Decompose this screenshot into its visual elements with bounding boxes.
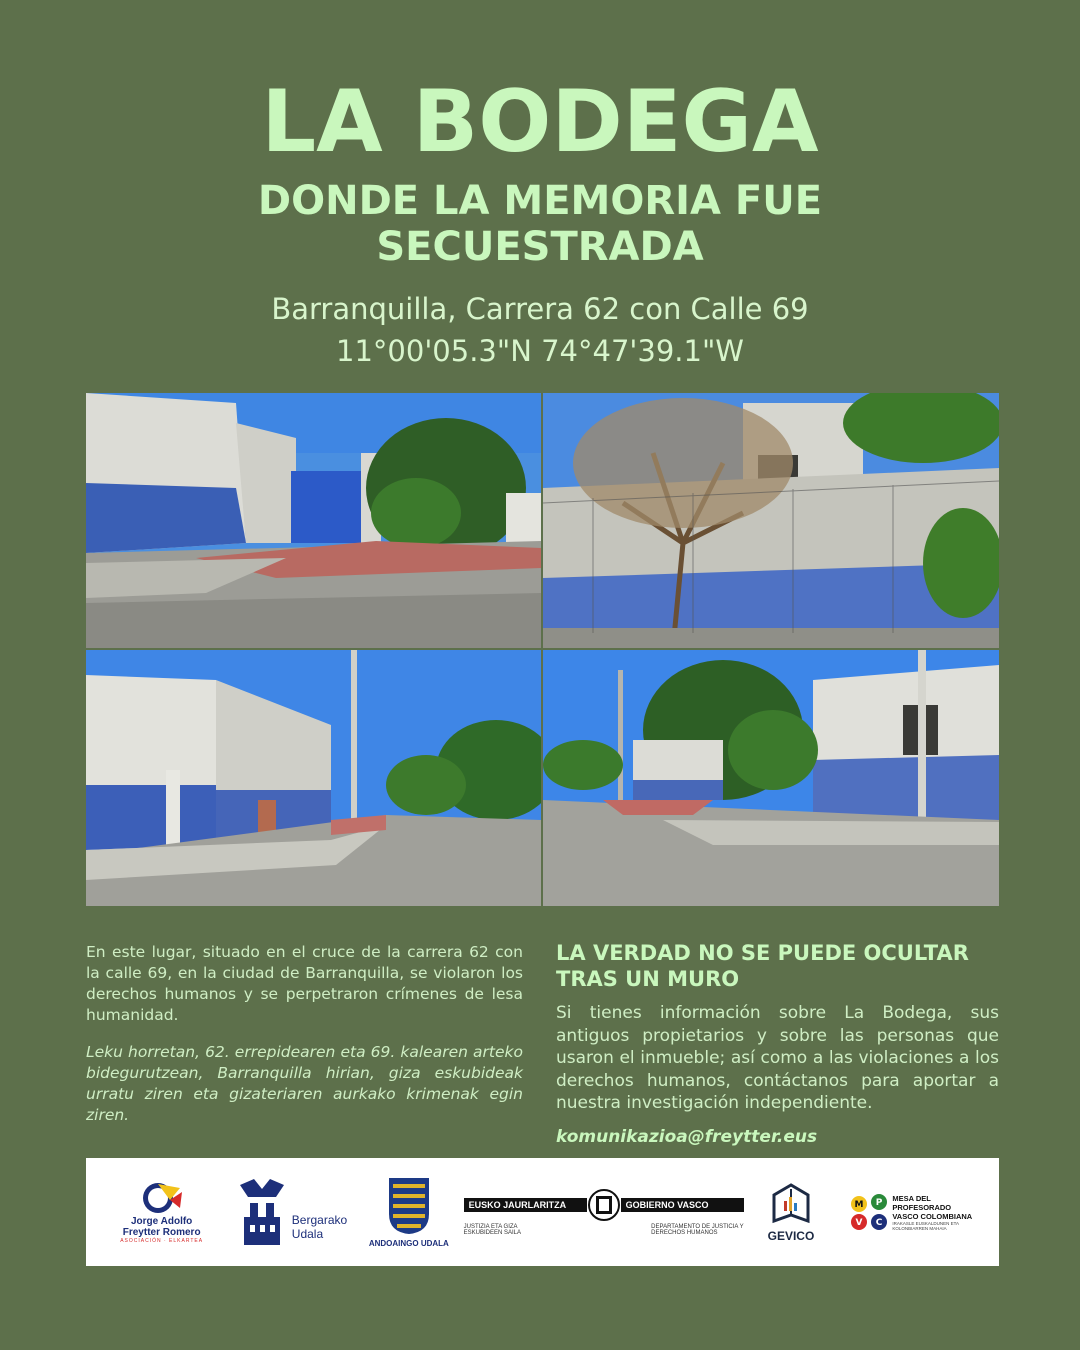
photo-grid [86, 393, 999, 906]
coordinates-text: 11°00'05.3"N 74°47'39.1"W [336, 334, 744, 368]
freytter-name-3: ASOCIACIÓN · ELKARTEA [120, 1238, 204, 1244]
eusko-sub-left-1: JUSTIZIA ETA GIZA [463, 1224, 518, 1230]
eusko-sub-right-2: DERECHOS HUMANOS [651, 1230, 718, 1236]
gevico-logo [751, 1181, 831, 1243]
photo-corner-poles [86, 650, 541, 906]
call-to-action-block [556, 940, 999, 1147]
mesa-name-3: VASCO COLOMBIANA [892, 1211, 973, 1221]
gevico-book-icon [764, 1181, 818, 1229]
mesa-letter-c: C [876, 1218, 883, 1228]
eusko-right-label: GOBIERNO VASCO [621, 1198, 744, 1212]
description-basque: Leku horretan, 62. errepidearen eta 69. kalearen arteko bidegurutzean, Barranquilla hirian, giza eskubideak urratu ziren eta gizateriaren aurkako krimenak egin ziren. [86, 1043, 523, 1124]
mesa-name-1: MESA DEL [892, 1193, 931, 1203]
eusko-sub-left-2: ESKUBIDEEN SAILA [463, 1230, 521, 1236]
cta-heading-line-2: TRAS UN MURO [556, 967, 740, 991]
andoain-shield-icon [387, 1176, 431, 1236]
eusko-sub-right-1: DEPARTAMENTO DE JUSTICIA Y [651, 1224, 744, 1230]
andoain-name: ANDOAINGO UDALA [368, 1239, 449, 1248]
mpvc-circles-icon [849, 1192, 889, 1232]
freytter-logo [102, 1180, 222, 1244]
location-block [0, 288, 1080, 372]
bergara-logo [229, 1177, 354, 1247]
bergara-emblem-icon [236, 1177, 288, 1247]
freytter-name-1: Jorge Adolfo [131, 1216, 193, 1227]
address-text: Barranquilla, Carrera 62 con Calle 69 [271, 292, 809, 326]
basque-government-crest-icon [587, 1188, 621, 1222]
photo-street-gate [86, 393, 541, 648]
page-subtitle [0, 178, 1080, 270]
subtitle-line-2: SECUESTRADA [376, 224, 704, 270]
mesa-letter-p: P [876, 1198, 883, 1208]
cta-heading-line-1: LA VERDAD NO SE PUEDE OCULTAR [556, 941, 969, 965]
contact-email-link[interactable]: komunikazioa@freytter.eus [556, 1126, 818, 1147]
cta-body: Si tienes información sobre La Bodega, sus antiguos propietarios y sobre las personas que usaron el inmueble; así como a las violaciones a los derechos humanos, contáctanos para aportar a nuestra investigación independiente. [556, 1003, 999, 1113]
mesa-name-5: KOLONBIARREN MAHAIA [892, 1225, 947, 1231]
mesa-letter-m: M [854, 1200, 864, 1210]
subtitle-line-1: DONDE LA MEMORIA FUE [257, 178, 823, 224]
bergara-name-2: Udala [291, 1227, 324, 1241]
mesa-name-2: PROFESORADO [892, 1202, 952, 1212]
page-title: LA BODEGA [261, 72, 819, 172]
mesa-letter-v: V [855, 1218, 863, 1228]
gevico-name: GEVICO [767, 1229, 815, 1243]
sponsor-logos-panel [86, 1158, 999, 1266]
photo-wall-tree [543, 393, 999, 648]
andoain-logo [361, 1176, 456, 1248]
freytter-emblem-icon [136, 1180, 188, 1216]
eusko-jaurlaritza-logo [464, 1188, 744, 1236]
description-block [86, 942, 523, 1126]
mesa-profesorado-logo [838, 1192, 983, 1232]
mesa-name-4: IRAKASLE EUSKALDUNEN ETA [892, 1220, 960, 1226]
eusko-left-label: EUSKO JAURLARITZA [464, 1198, 587, 1212]
freytter-name-2: Freytter Romero [122, 1227, 201, 1238]
bergara-name-1: Bergarako [291, 1213, 348, 1227]
description-spanish: En este lugar, situado en el cruce de la carrera 62 con la calle 69, en la ciudad de Barranquilla, se violaron los derechos humanos y se perpetraron crímenes de lesa humanidad. [86, 943, 523, 1024]
cta-heading [556, 940, 999, 992]
photo-opposite-corner [543, 650, 999, 906]
